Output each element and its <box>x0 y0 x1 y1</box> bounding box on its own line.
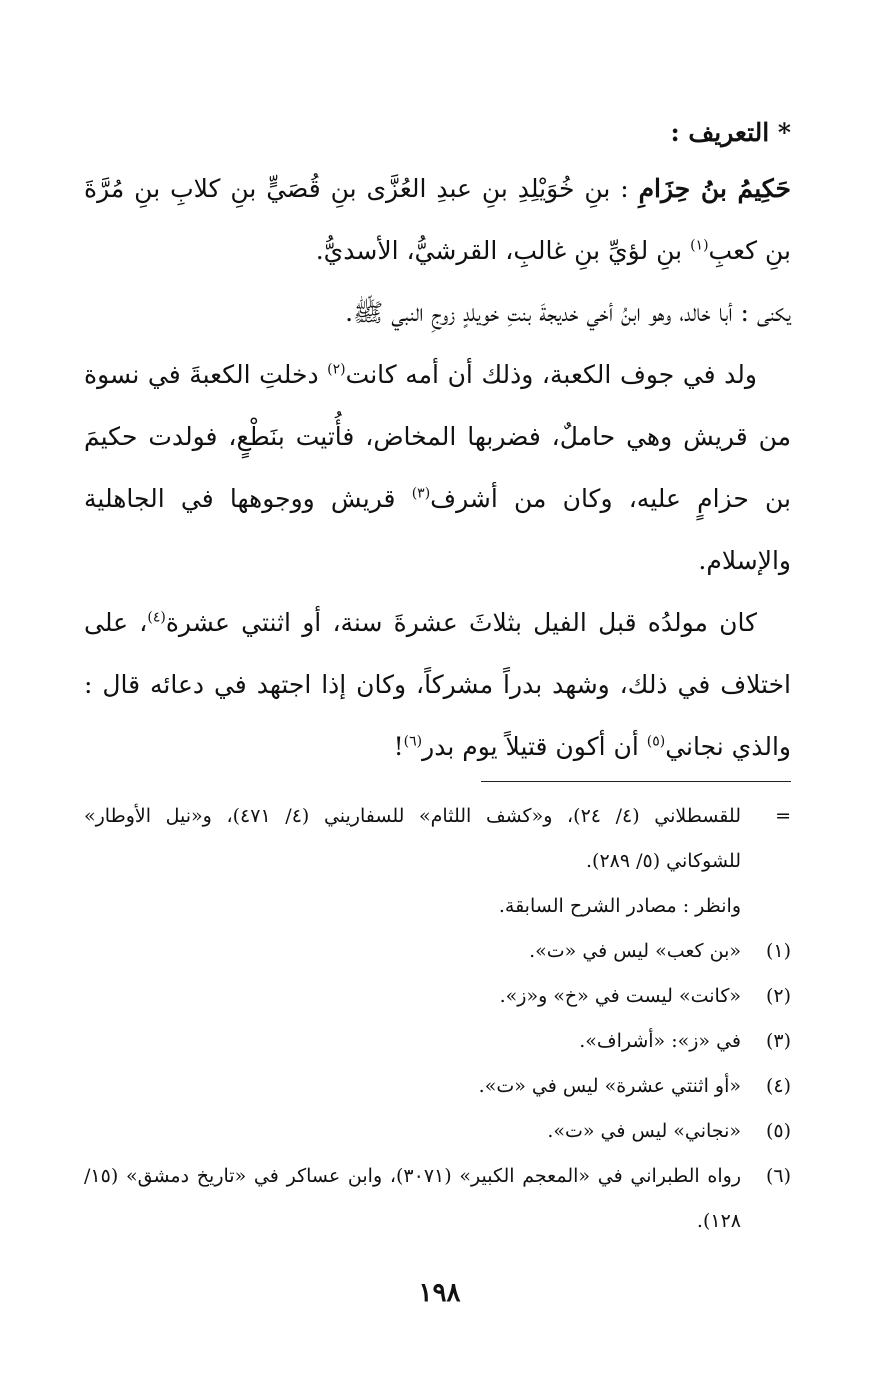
birth-text-a: ولد في جوف الكعبة، وذلك أن أمه كانت <box>345 360 757 389</box>
footnote-text: رواه الطبراني في «المعجم الكبير» (٣٠٧١)، وابن عساكر في «تاريخ دمشق» (١٥/ ١٢٨). <box>84 1165 741 1232</box>
lineage-text-b: بنِ لؤيِّ بنِ غالبِ، القرشيُّ، الأسديُّ. <box>315 236 691 265</box>
footnote-ref-5: (٥) <box>646 733 666 750</box>
person-name: حَكِيمُ بنُ حِزَامِ <box>638 174 791 203</box>
footnote-ref-1: (١) <box>690 237 709 254</box>
footnote-ref-2: (٢) <box>327 361 346 378</box>
footnote-ref-6: (٦) <box>403 733 423 750</box>
footnote-6 <box>84 1154 791 1244</box>
footnote-text: «أو اثنتي عشرة» ليس في «ت». <box>478 1075 741 1097</box>
footnote-4 <box>84 1064 791 1109</box>
birth-text-c: قريش ووجوهها في الجاهلية والإسلام. <box>84 484 791 575</box>
footnote-number: (٤) <box>765 1075 791 1097</box>
footnotes <box>84 794 791 1244</box>
date-text-d: ! <box>393 732 404 761</box>
footnote-number: (٢) <box>765 985 791 1007</box>
paragraph-lineage <box>84 158 791 282</box>
footnote-text: «نجاني» ليس في «ت». <box>547 1120 741 1142</box>
footnote-text: «بن كعب» ليس في «ت». <box>529 940 741 962</box>
birth-text-b: دخلتِ الكعبةَ في نسوة من قريش وهي حاملٌ، فضربها المخاض، فأُتيت بنَطْعٍ، فولدت حكيمَ بن حزامٍ عليه، وكان من أشرف <box>84 360 791 513</box>
footnote-divider <box>481 781 791 782</box>
date-text-a: كان مولدُه قبل الفيل بثلاثَ عشرةَ سنة، أو اثنتي عشرة <box>165 608 758 637</box>
paragraph-kunya <box>84 282 791 344</box>
continuation-mark: = <box>775 805 791 827</box>
kunya-text: يكنى : أبا خالد، وهو ابنُ أخي خديجةَ بنتِ خويلدٍ زوجِ النبي ﷺ. <box>345 298 791 327</box>
footnote-number: (٥) <box>765 1120 791 1142</box>
main-text <box>84 108 791 778</box>
footnote-continuation <box>84 794 791 884</box>
footnote-3 <box>84 1019 791 1064</box>
footnote-number: (٦) <box>765 1165 791 1187</box>
paragraph-date <box>84 592 791 778</box>
page-number: ١٩٨ <box>418 1278 461 1308</box>
footnote-text: في «ز»: «أشراف». <box>579 1030 741 1052</box>
paragraph-birth <box>84 344 791 592</box>
footnote-2 <box>84 974 791 1019</box>
continuation-text: للقسطلاني (٤/ ٢٤)، و«كشف اللثام» للسفاريني (٤/ ٤٧١)، و«نيل الأوطار» للشوكاني (٥/ ٢٨٩). <box>84 805 741 872</box>
see-also-text: وانظر : مصادر الشرح السابقة. <box>498 895 741 917</box>
footnote-see-also <box>84 884 791 929</box>
footnote-text: «كانت» ليست في «خ» و«ز». <box>499 985 741 1007</box>
date-text-c: أن أكون قتيلاً يوم بدر <box>422 732 647 761</box>
footnote-number: (٣) <box>765 1030 791 1052</box>
date-text-b: ، على اختلاف في ذلك، وشهد بدراً مشركاً، وكان إذا اجتهد في دعائه قال : والذي نجاني <box>84 608 791 761</box>
footnote-ref-3: (٣) <box>411 485 431 502</box>
footnote-ref-4: (٤) <box>147 609 166 626</box>
footnote-5 <box>84 1109 791 1154</box>
section-heading: * التعريف : <box>670 118 791 147</box>
footnote-1 <box>84 929 791 974</box>
lineage-text-a: : بنِ خُوَيْلِدِ بنِ عبدِ العُزَّى بنِ قُصَيٍّ بنِ كلابِ بنِ مُرَّةَ بنِ كعبِ <box>84 174 791 265</box>
footnote-number: (١) <box>765 940 791 962</box>
